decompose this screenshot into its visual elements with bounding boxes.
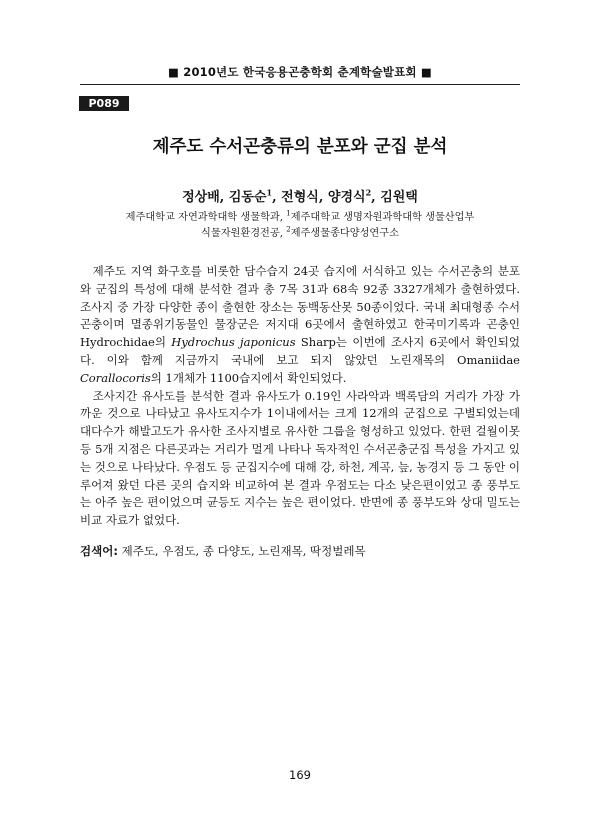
affiliation-text: 제주생물종다양성연구소 xyxy=(290,228,399,239)
abstract-text: 제주도 지역 화구호를 비롯한 담수습지 24곳 습지에 서식하고 있는 수서곤충의 분포와 군집의 특성에 대해 분석한 결과 총 7목 31과 68속 92종 3327개체가 출현하였다. 조사지 중 가장 다양한 종이 출현한 장소는 동백동산못 50종이었다. 국내 최대형종 수서곤충이며 멸종위기동물인 물장군은 저지대 6곳에서 출현하였고 한국미기록과 곤충인 Hydrochidae의 xyxy=(80,264,520,350)
poster-id-badge: P089 xyxy=(79,96,129,111)
affiliation-text: 식물자원환경전공, xyxy=(201,228,287,239)
affiliation-marker: 2 xyxy=(286,225,291,234)
affiliation-marker: 1 xyxy=(286,209,291,218)
header-divider xyxy=(80,84,520,85)
keywords-text: 제주도, 우점도, 종 다양도, 노린재목, 딱정벌레목 xyxy=(117,544,366,558)
affiliation-text: 제주대학교 자연과학대학 생물학과, xyxy=(125,212,287,223)
affiliation-line-2 xyxy=(0,224,600,239)
keywords xyxy=(80,543,520,559)
paper-title: 제주도 수서곤충류의 분포와 군집 분석 xyxy=(152,137,448,157)
keywords-label: 검색어: xyxy=(80,544,118,558)
author-names-1: 정상배, 김동순 xyxy=(182,190,267,205)
affiliation-text: 제주대학교 생명자원과학대학 생물산업부 xyxy=(290,212,475,223)
affiliation-marker-2: 2 xyxy=(365,187,372,198)
author-names-3: , 김원택 xyxy=(371,190,418,205)
abstract-body xyxy=(80,263,520,530)
proceedings-header: ■ 2010년도 한국응용곤충학회 춘계학술발표회 ■ xyxy=(167,65,432,79)
page-number: 169 xyxy=(289,768,311,782)
abstract-text: Sharp는 이번에 조사지 6곳에서 확인되었다. 이와 함께 지금까지 국내에 보고 되지 않았던 노린재목의 Omaniidae xyxy=(80,335,520,367)
abstract-text: 의 1개체가 1100습지에서 확인되었다. xyxy=(150,370,347,385)
author-list xyxy=(0,186,600,205)
abstract-paragraph-2: 조사지간 유사도를 분석한 결과 유사도가 0.19인 사라악과 백록담의 거리가 가장 가까운 것으로 나타났고 유사도지수가 1이내에서는 크게 12개의 군집으로 구별되었는데 대다수가 해발고도가 유사한 조사지별로 유사한 그룹을 형성하고 있었다. 한편 걸월이못 등 5개 지점은 다른곳과는 거리가 멀게 나타나 독자적인 수서곤충군집 특성을 가지고 있는 것으로 나타났다. 우점도 등 군집지수에 대해 강, 하천, 계곡, 늪, 농경지 등 그 동안 이루어져 왔던 다른 곳의 습지와 비교하여 본 결과 우점도는 다소 낮은편이었고 종 풍부도는 아주 높은 편이었으며 균등도 지수는 높은 편이었다. 반면에 종 풍부도와 상대 밀도는 비교 자료가 없었다. xyxy=(80,388,520,528)
affiliation-marker-1: 1 xyxy=(266,187,273,198)
abstract-paragraph-1 xyxy=(80,263,520,388)
genus-name: Corallocoris xyxy=(80,370,151,385)
author-names-2: , 전형식, 양경식 xyxy=(272,190,366,205)
affiliation-line-1 xyxy=(0,208,600,223)
species-name: Hydrochus japonicus xyxy=(171,335,296,350)
